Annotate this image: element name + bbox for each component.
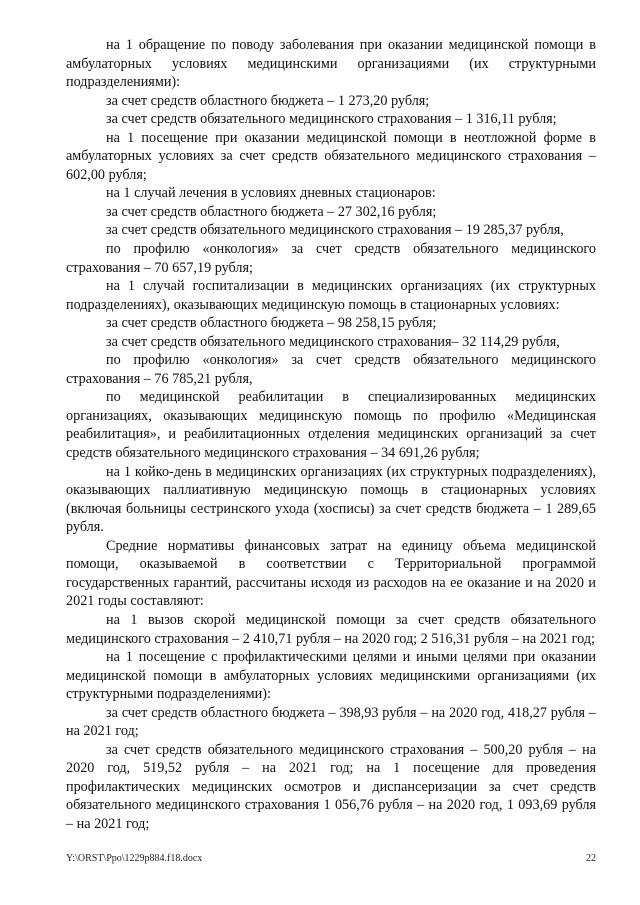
paragraph: по профилю «онкология» за счет средств обязательного медицинского страхования – 70 657,19 рубля; bbox=[66, 241, 596, 276]
paragraph: за счет средств областного бюджета – 1 273,20 рубля; bbox=[106, 92, 430, 109]
paragraph: на 1 койко-день в медицинских организациях (их структурных подразделениях), оказывающих паллиативную медицинскую помощь в стационарных условиях (включая больницы сестринского ухода (хосписы) за счет средств бюджета – 1 289,65 рубля. bbox=[66, 463, 596, 536]
paragraph: за счет средств областного бюджета – 398,93 рубля – на 2020 год, 418,27 рубля – на 2021 год; bbox=[66, 704, 596, 740]
paragraph: на 1 случай госпитализации в медицинских организациях (их структурных подразделениях), оказывающих медицинскую помощь в стационарных условиях: bbox=[66, 278, 596, 313]
paragraph: на 1 посещение с профилактическими целями и иными целями при оказании медицинской помощи в амбулаторных условиях медицинскими организациями (их структурными подразделениями): bbox=[66, 649, 596, 703]
paragraph: за счет средств областного бюджета – 98 258,15 рубля; bbox=[106, 315, 437, 332]
paragraph: за счет средств обязательного медицинского страхования – 500,20 рубля – на 2020 год, 519,52 рубля – на 2021 год; на 1 посещение для проведения профилактических медицинских осмотров и диспансеризации за счет средств обязательного медицинского страхования 1 056,76 рубля – на 2020 год, 1 093,69 рубля – на 2021 год; bbox=[66, 741, 596, 832]
paragraph: за счет средств обязательного медицинского страхования – 19 285,37 рубля, bbox=[106, 222, 564, 239]
page-number: 22 bbox=[586, 853, 596, 864]
paragraph: Средние нормативы финансовых затрат на единицу объема медицинской помощи, оказываемой в соответствии с Территориальной программой государственных гарантий, рассчитаны исходя из расходов на ее оказание и на 2020 и 2021 годы составляют: bbox=[66, 537, 596, 610]
footer-file-path: Y:\ORST\Ppo\1229p884.f18.docx bbox=[66, 853, 203, 864]
paragraph: за счет средств обязательного медицинского страхования– 32 114,29 рубля, bbox=[106, 333, 560, 350]
paragraph: за счет средств областного бюджета – 27 302,16 рубля; bbox=[106, 203, 437, 220]
paragraph: на 1 случай лечения в условиях дневных стационаров: bbox=[106, 185, 436, 202]
paragraph: на 1 обращение по поводу заболевания при оказании медицинской помощи в амбулаторных условиях медицинскими организациями (их структурными подразделениями): bbox=[66, 37, 596, 91]
paragraph: за счет средств обязательного медицинского страхования – 1 316,11 рубля; bbox=[106, 111, 557, 128]
paragraph: на 1 вызов скорой медицинской помощи за счет средств обязательного медицинского страхования – 2 410,71 рубля – на 2020 год; 2 516,31 рубля – на 2021 год; bbox=[66, 611, 596, 647]
paragraph: на 1 посещение при оказании медицинской помощи в неотложной форме в амбулаторных условиях за счет средств обязательного медицинского страхования – 602,00 рубля; bbox=[66, 129, 596, 183]
paragraph: по профилю «онкология» за счет средств обязательного медицинского страхования – 76 785,21 рубля, bbox=[66, 352, 596, 387]
paragraph: по медицинской реабилитации в специализированных медицинских организациях, оказывающих медицинскую помощь по профилю «Медицинская реабилитация», и реабилитационных отделения медицинских организаций за счет средств обязательного медицинского страхования – 34 691,26 рубля; bbox=[66, 389, 596, 462]
document-body bbox=[66, 36, 596, 834]
